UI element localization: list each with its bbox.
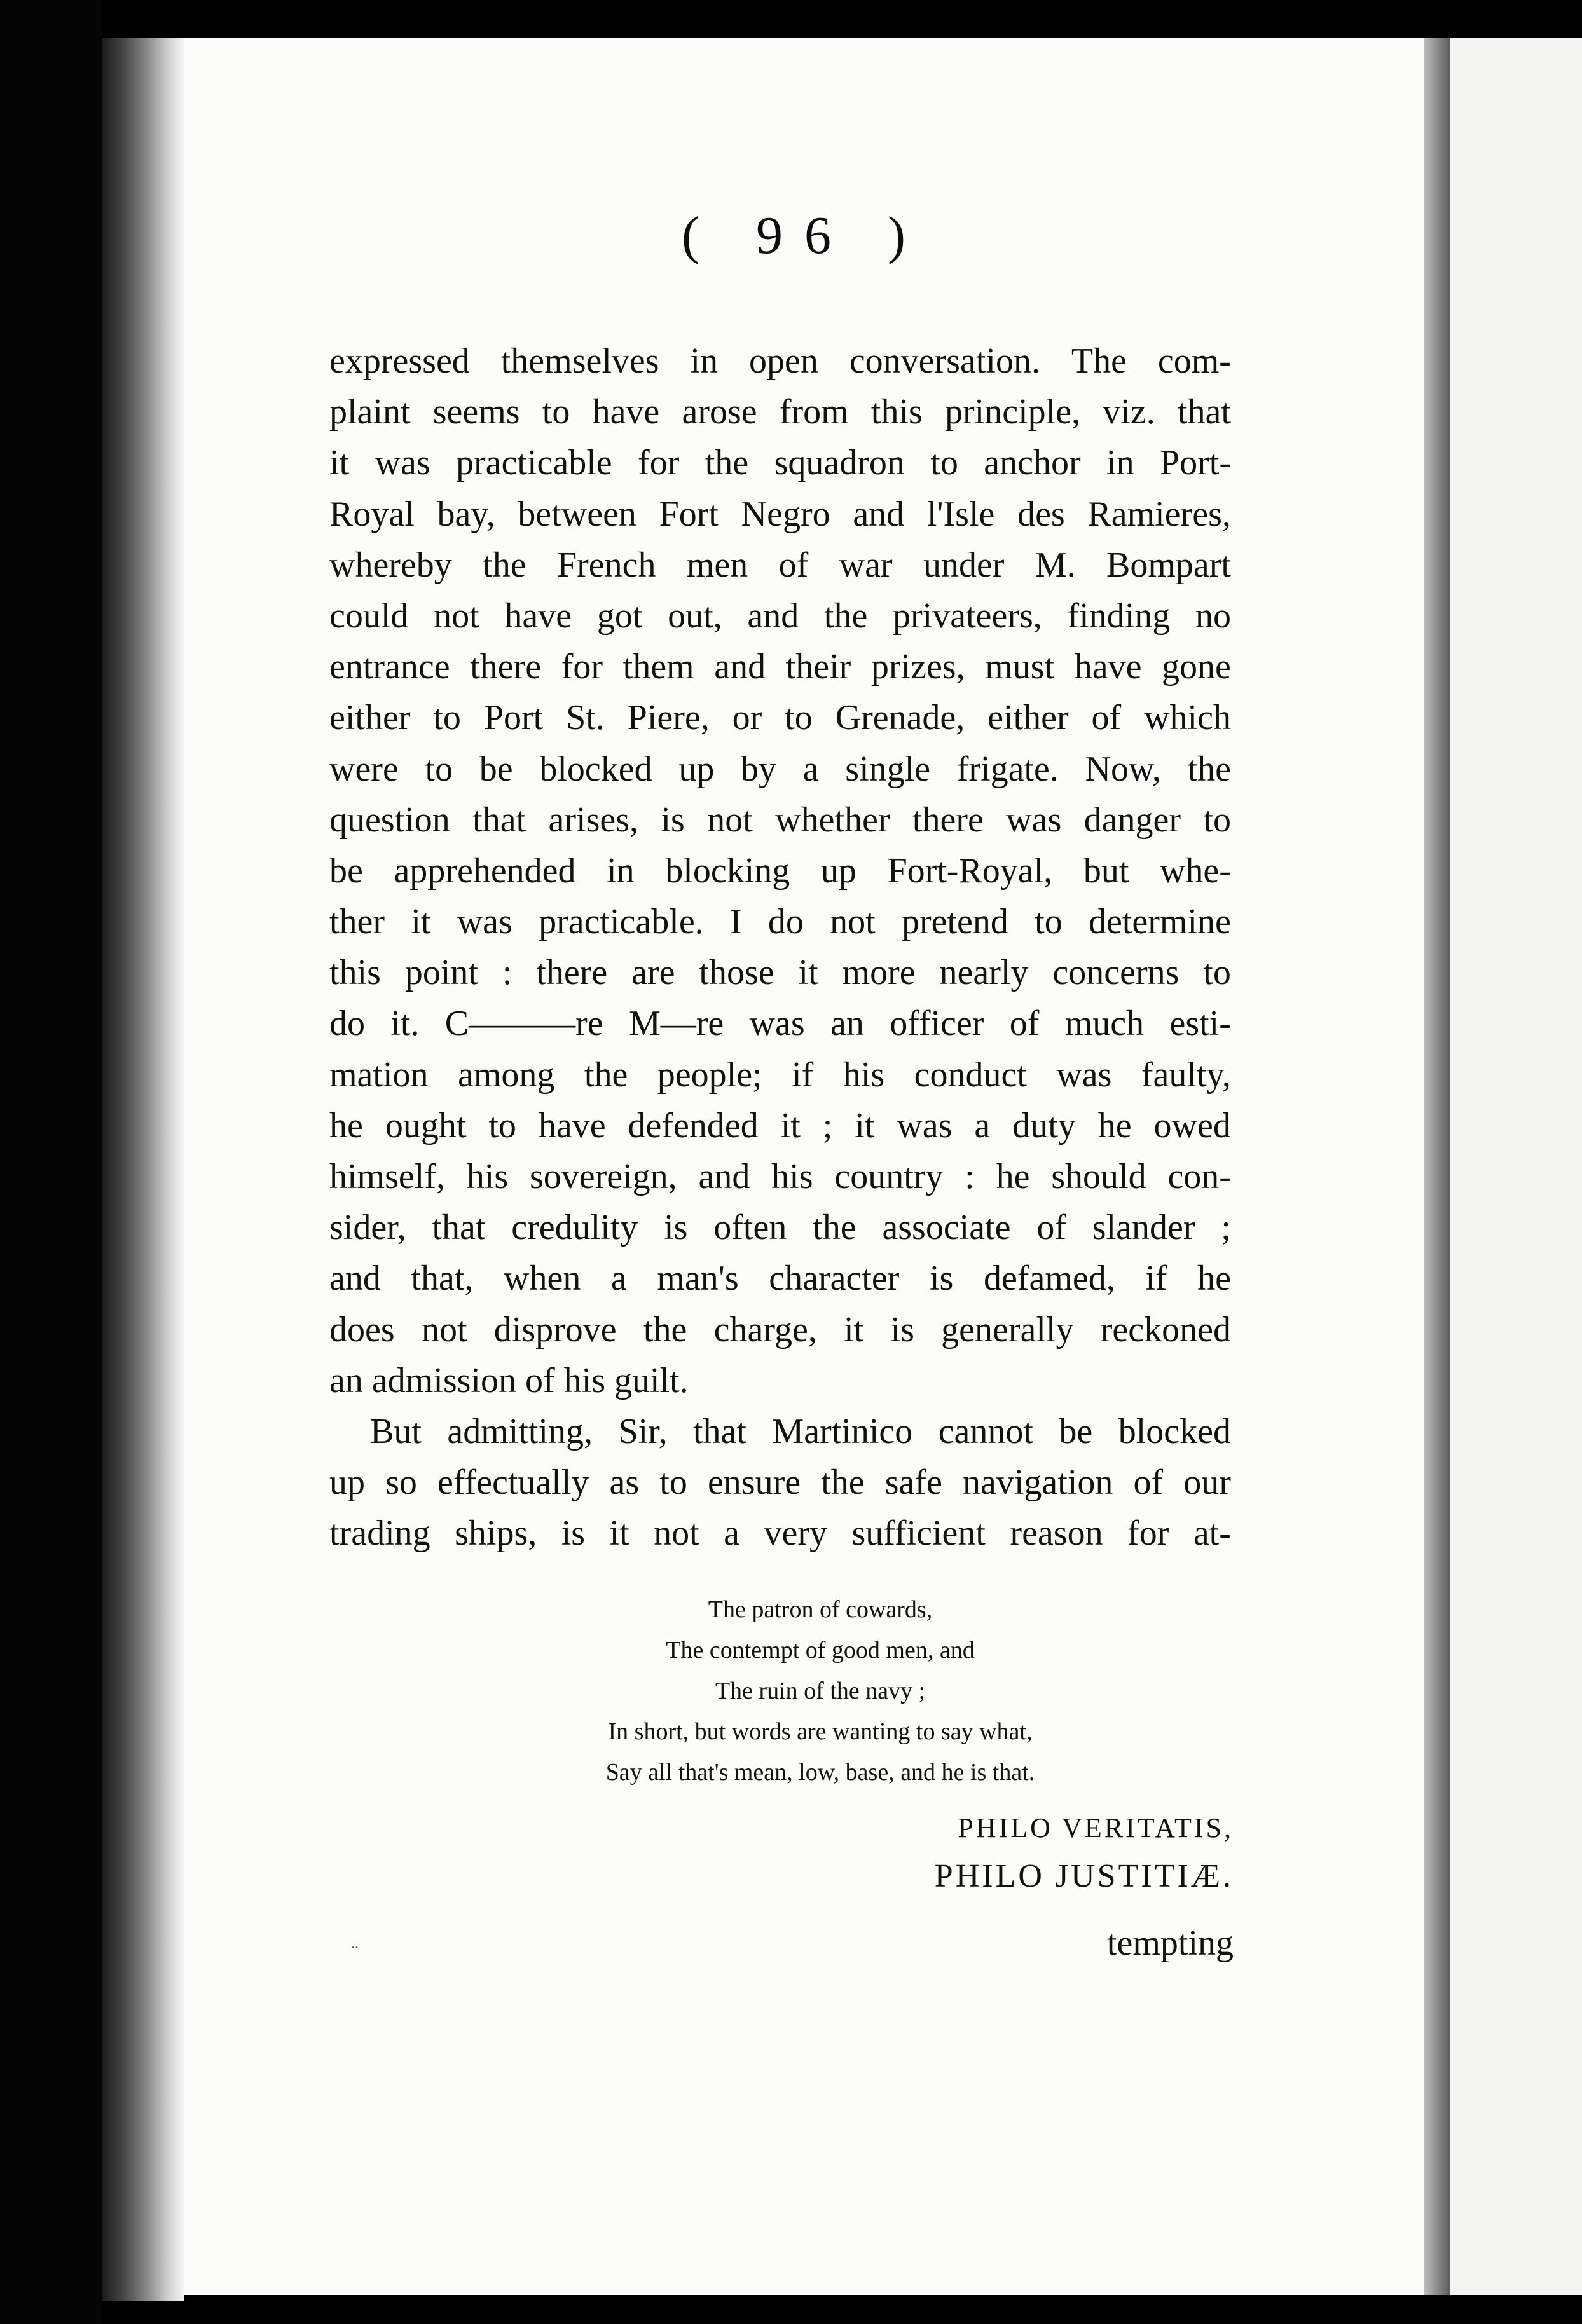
word: could (329, 596, 409, 636)
text-line (329, 386, 1231, 437)
next-page-edge (1424, 38, 1450, 2295)
word: associate (882, 1208, 1011, 1248)
word: con- (1167, 1157, 1231, 1196)
word: pretend (901, 902, 1008, 942)
word: nearly (939, 953, 1029, 993)
word: I (729, 902, 742, 942)
word: up (678, 749, 715, 789)
word: : (965, 1157, 975, 1196)
word: an (329, 1360, 363, 1400)
word: C———re (444, 1004, 603, 1044)
word: l'Isle (926, 494, 995, 534)
word: from (779, 392, 849, 432)
word: sider, (329, 1208, 406, 1248)
word: men (686, 545, 748, 585)
word: under (923, 545, 1005, 585)
word: as (609, 1463, 640, 1503)
text-line (329, 1253, 1231, 1304)
text-line (329, 947, 1231, 998)
word: not (434, 596, 479, 636)
word: the (483, 545, 526, 585)
word: it (329, 443, 350, 483)
word: have (592, 392, 660, 432)
word: does (329, 1309, 395, 1350)
word: it (844, 1309, 864, 1350)
word: defamed, (983, 1259, 1115, 1299)
word: out, (668, 596, 722, 636)
word: and (698, 1157, 750, 1196)
word: French (556, 545, 656, 585)
word: arises, (548, 800, 639, 840)
word: sovereign, (529, 1157, 677, 1196)
word: the (813, 1208, 856, 1248)
word: that (693, 1411, 746, 1451)
word: for (638, 443, 680, 483)
word: do (329, 1004, 365, 1044)
text-line (329, 336, 1231, 386)
word: ; (1221, 1208, 1231, 1248)
signature-veritatis: PHILO VERITATIS, (958, 1812, 1234, 1843)
word: the (705, 443, 749, 483)
word: The (1071, 341, 1127, 381)
catchword: tempting (1106, 1924, 1234, 1963)
word: it (798, 953, 818, 993)
word: ther (329, 902, 385, 942)
word: should (1051, 1157, 1146, 1196)
word: was (749, 1004, 805, 1044)
word: charge, (713, 1309, 817, 1350)
word: either (329, 698, 411, 738)
word: the (584, 1055, 628, 1095)
text-line (329, 692, 1231, 743)
word: trading (329, 1514, 430, 1554)
word: privateers, (893, 596, 1042, 636)
word: he (1197, 1259, 1231, 1299)
word: point (404, 953, 478, 993)
word: M. (1035, 545, 1076, 585)
word: reckoned (1100, 1309, 1231, 1350)
word: the (823, 596, 868, 636)
signature-justitiae: PHILO JUSTITIÆ. (934, 1858, 1234, 1894)
word: single (845, 749, 931, 789)
word: people; (657, 1055, 762, 1095)
text-line (329, 1508, 1231, 1559)
word: admission (371, 1360, 516, 1400)
word: was (1056, 1055, 1112, 1095)
book-page (184, 38, 1424, 2295)
scan-border (0, 0, 102, 2324)
verse-line: Say all that's mean, low, base, and he is that. (605, 1759, 1035, 1786)
word: often (713, 1208, 787, 1248)
word: of (1091, 698, 1122, 738)
word: it (411, 902, 431, 942)
word: principle, (945, 392, 1081, 432)
word: determine (1088, 902, 1231, 942)
word: was (457, 902, 512, 942)
word: is (890, 1309, 914, 1350)
word: he (1097, 1105, 1132, 1145)
word: them (622, 647, 694, 687)
word: by (741, 749, 777, 789)
word: our (1183, 1463, 1231, 1503)
word: of (778, 545, 809, 585)
word: ships, (455, 1514, 537, 1554)
word: it (780, 1105, 801, 1145)
word: prizes, (870, 647, 965, 687)
word: blocked (1118, 1411, 1231, 1451)
word: for (1127, 1514, 1169, 1554)
word: be (329, 851, 363, 891)
word: whe- (1159, 851, 1231, 891)
word: Negro (741, 494, 830, 534)
word: is (661, 800, 685, 840)
word: their (785, 647, 851, 687)
word: if (792, 1055, 814, 1095)
word: to (488, 1105, 516, 1145)
word: which (1144, 698, 1231, 738)
word: to (425, 749, 453, 789)
page-gutter (102, 38, 184, 2301)
ink-mark: .. (351, 1936, 359, 1952)
word: ought (385, 1105, 467, 1145)
word: an (830, 1004, 864, 1044)
word: apprehended (394, 851, 576, 891)
word: : (502, 953, 512, 993)
word: sufficient (851, 1514, 986, 1554)
text-line (329, 998, 1231, 1049)
word: character (769, 1259, 900, 1299)
word: are (631, 953, 675, 993)
text-line (329, 896, 1231, 947)
text-line (329, 641, 1231, 692)
word: of (1036, 1208, 1066, 1248)
word: was (897, 1105, 953, 1145)
word: entrance (329, 647, 450, 687)
word: credulity (511, 1208, 638, 1248)
word: is (664, 1208, 688, 1248)
verse-line: The ruin of the navy ; (715, 1678, 926, 1704)
word: com- (1157, 341, 1231, 381)
word: seems (432, 392, 520, 432)
word: there (470, 647, 542, 687)
word: was (375, 443, 430, 483)
word: this (329, 953, 381, 993)
word: bay, (437, 494, 495, 534)
word: of (1009, 1004, 1040, 1044)
word: guilt. (614, 1360, 689, 1400)
text-line (329, 1457, 1231, 1508)
word: not (830, 902, 876, 942)
word: it. (390, 1004, 420, 1044)
word: not (707, 800, 753, 840)
word: his (843, 1055, 885, 1095)
word: arose (682, 392, 757, 432)
word: danger (1083, 800, 1181, 840)
word: practicable (456, 443, 612, 483)
word: a (974, 1105, 991, 1145)
word: the (643, 1309, 687, 1350)
word: whether (775, 800, 890, 840)
word: Grenade, (835, 698, 965, 738)
word: is (561, 1514, 586, 1554)
word: safe (884, 1463, 942, 1503)
page-number: ( 96 ) (682, 206, 927, 265)
word: be (479, 749, 513, 789)
word: not (421, 1309, 467, 1350)
word: reason (1010, 1514, 1103, 1554)
word: much (1064, 1004, 1145, 1044)
word: finding (1067, 596, 1171, 636)
word: but (1083, 851, 1129, 891)
text-line (329, 489, 1231, 540)
text-line (329, 437, 1231, 488)
word: between (518, 494, 636, 534)
text-line (329, 845, 1231, 896)
word: to (433, 698, 461, 738)
word: des (1017, 494, 1065, 534)
text-line (329, 591, 1231, 641)
word: when (504, 1259, 581, 1299)
verse-block (490, 1589, 1151, 1793)
word: there (912, 800, 984, 840)
word: got (596, 596, 643, 636)
word: gone (1162, 647, 1231, 687)
word: and (329, 1259, 381, 1299)
word: generally (941, 1309, 1074, 1350)
word: concerns (1052, 953, 1180, 993)
word: conduct (914, 1055, 1027, 1095)
word: so (385, 1463, 417, 1503)
text-line (329, 795, 1231, 845)
word: slander (1092, 1208, 1195, 1248)
word: in (690, 341, 719, 381)
word: of (1133, 1463, 1164, 1503)
word: there (536, 953, 608, 993)
word: either (987, 698, 1069, 738)
word: to (542, 392, 570, 432)
word: he (329, 1105, 363, 1145)
word: M—re (628, 1004, 724, 1044)
word: defended (628, 1105, 759, 1145)
word: be (1059, 1411, 1093, 1451)
word: whereby (329, 545, 452, 585)
word: Fort-Royal, (887, 851, 1053, 891)
text-line (329, 540, 1231, 591)
text-line (329, 1202, 1231, 1253)
word: up (329, 1463, 365, 1503)
word: Bompart (1106, 545, 1231, 585)
word: not (654, 1514, 699, 1554)
word: cannot (938, 1411, 1033, 1451)
word: and (747, 596, 799, 636)
word: or (732, 698, 762, 738)
word: of (525, 1360, 555, 1400)
word: Now, (1085, 749, 1161, 789)
word: effectually (437, 1463, 589, 1503)
word: that (472, 800, 526, 840)
word: that, (411, 1259, 474, 1299)
body-text (329, 336, 1231, 1559)
text-line (329, 1049, 1231, 1100)
word: in (607, 851, 635, 891)
word: this (870, 392, 923, 432)
word: for (561, 647, 603, 687)
word: officer (890, 1004, 984, 1044)
text-line (329, 1151, 1231, 1202)
word: man's (657, 1259, 739, 1299)
word: to (1035, 902, 1063, 942)
word: to (785, 698, 813, 738)
word: was (1006, 800, 1062, 840)
word: ; (822, 1105, 833, 1145)
word: a (802, 749, 819, 789)
word: faulty, (1141, 1055, 1231, 1095)
word: Martinico (772, 1411, 913, 1451)
word: those (699, 953, 774, 993)
word: himself, (329, 1157, 445, 1196)
word: the (1187, 749, 1231, 789)
word: Fort (659, 494, 719, 534)
word: practicable. (539, 902, 704, 942)
word: no (1195, 596, 1231, 636)
word: themselves (500, 341, 659, 381)
verse-line: In short, but words are wanting to say what, (608, 1718, 1033, 1745)
word: frigate. (956, 749, 1059, 789)
word: mation (329, 1055, 429, 1095)
word: and (714, 647, 766, 687)
word: owed (1153, 1105, 1231, 1145)
word: among (458, 1055, 555, 1095)
word: and (853, 494, 905, 534)
word: have (1074, 647, 1142, 687)
word: viz. (1103, 392, 1155, 432)
next-page (1450, 38, 1582, 2295)
word: war (839, 545, 893, 585)
word: to (1203, 953, 1231, 993)
word: anchor (984, 443, 1081, 483)
word: a (724, 1514, 740, 1554)
word: a (610, 1259, 627, 1299)
verse-line: The contempt of good men, and (666, 1637, 975, 1664)
word: his (771, 1157, 813, 1196)
word: Sir, (618, 1411, 668, 1451)
word: disprove (493, 1309, 617, 1350)
word: Port (483, 698, 544, 738)
word: Port- (1159, 443, 1231, 483)
word: Royal (329, 494, 415, 534)
word: up (820, 851, 856, 891)
word: his (466, 1157, 509, 1196)
word: plaint (329, 392, 411, 432)
text-line (329, 1100, 1231, 1151)
word: esti- (1169, 1004, 1231, 1044)
word: do (767, 902, 804, 942)
word: duty (1012, 1105, 1076, 1145)
word: conversation. (849, 341, 1040, 381)
word: very (764, 1514, 828, 1554)
word: Piere, (627, 698, 710, 738)
word: if (1145, 1259, 1167, 1299)
word: open (749, 341, 818, 381)
word: ensure (707, 1463, 801, 1503)
word: more (842, 953, 916, 993)
word: to (930, 443, 958, 483)
text-line (329, 1355, 1231, 1406)
word: it (855, 1105, 875, 1145)
word: he (996, 1157, 1030, 1196)
word: at- (1193, 1514, 1231, 1554)
verse-line: The patron of cowards, (708, 1596, 933, 1623)
word: in (1106, 443, 1134, 483)
word: blocked (539, 749, 652, 789)
word: to (1203, 800, 1231, 840)
word: expressed (329, 341, 470, 381)
text-line (329, 744, 1231, 795)
word: his (563, 1360, 605, 1400)
text-line (329, 1304, 1231, 1355)
word: St. (566, 698, 605, 738)
word: blocking (665, 851, 790, 891)
word: to (659, 1463, 687, 1503)
word: that (1177, 392, 1231, 432)
word: But (370, 1411, 422, 1451)
word: have (538, 1105, 606, 1145)
word: Ramieres, (1087, 494, 1231, 534)
word: were (329, 749, 399, 789)
text-line (329, 1406, 1231, 1457)
word: must (985, 647, 1055, 687)
word: country (834, 1157, 944, 1196)
word: question (329, 800, 450, 840)
word: admitting, (447, 1411, 593, 1451)
word: have (504, 596, 572, 636)
word: it (609, 1514, 629, 1554)
word: navigation (963, 1463, 1113, 1503)
word: squadron (774, 443, 905, 483)
word: the (821, 1463, 865, 1503)
word: is (930, 1259, 954, 1299)
word: that (432, 1208, 486, 1248)
